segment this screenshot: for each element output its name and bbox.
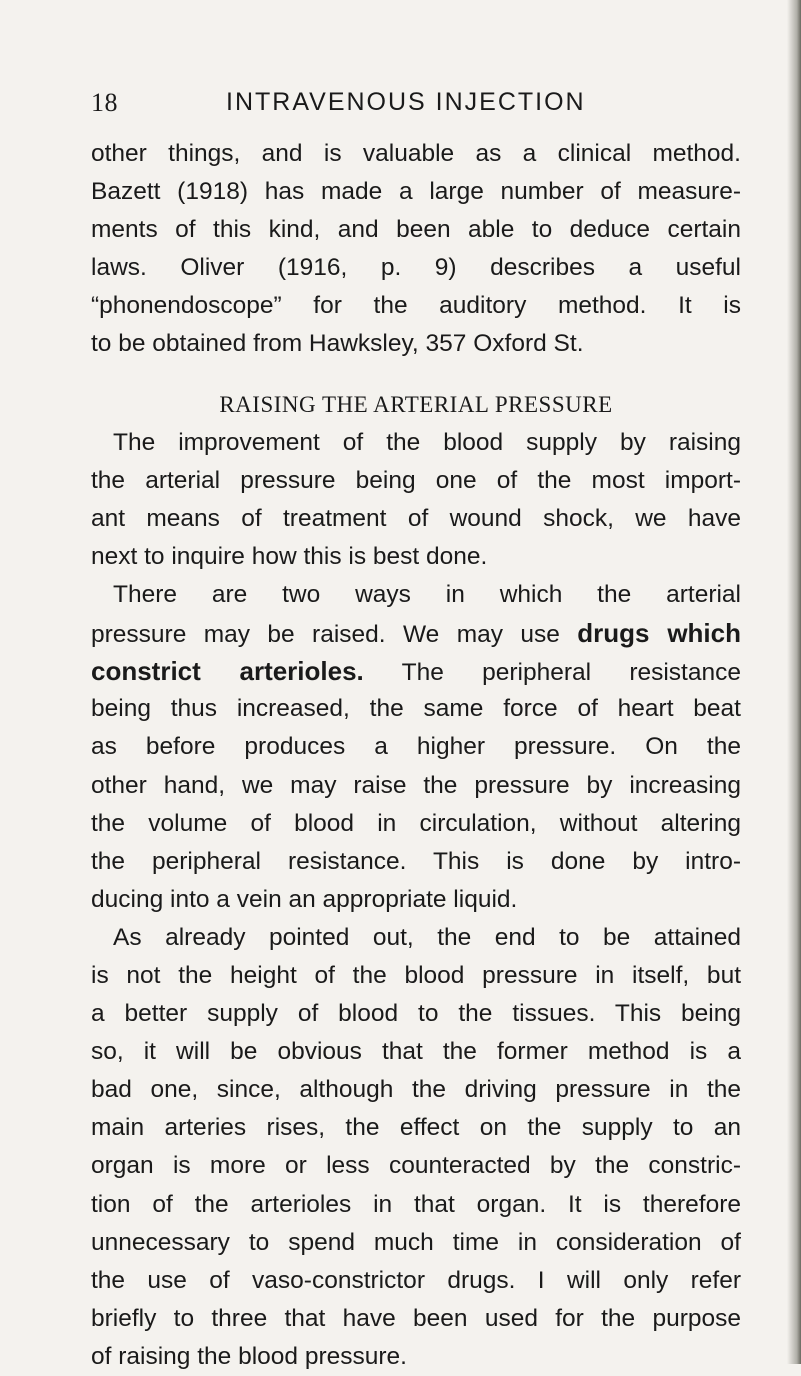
text-line: the peripheral resistance. This is done by intro- — [91, 847, 741, 875]
text-line: other hand, we may raise the pressure by increasing — [91, 771, 741, 799]
page-number: 18 — [91, 88, 118, 117]
text-line: The improvement of the blood supply by raising — [113, 428, 741, 456]
text-line: There are two ways in which the arterial — [113, 581, 741, 609]
text-line: as before produces a higher pressure. On the — [91, 733, 741, 761]
text-line: the volume of blood in circulation, without altering — [91, 809, 741, 837]
text-fragment: The peripheral resistance — [363, 659, 741, 687]
text-line: laws. Oliver (1916, p. 9) describes a useful — [91, 254, 741, 282]
text-line: Bazett (1918) has made a large number of measure- — [91, 178, 741, 206]
text-line: unnecessary to spend much time in consideration of — [91, 1228, 741, 1256]
text-line: of raising the blood pressure. — [91, 1342, 407, 1370]
emphasized-phrase: constrict arterioles. — [91, 656, 364, 687]
text-line: the arterial pressure being one of the most import- — [91, 466, 741, 494]
text-line: main arteries rises, the effect on the supply to an — [91, 1114, 741, 1142]
text-line: other things, and is valuable as a clinical method. — [91, 140, 741, 167]
text-line — [91, 614, 741, 652]
body-text — [91, 135, 741, 1376]
text-line: next to inquire how this is best done. — [91, 542, 488, 570]
text-line: briefly to three that have been used for the purpose — [91, 1304, 741, 1332]
text-line: ducing into a vein an appropriate liquid. — [91, 885, 518, 913]
text-line: the use of vaso-constrictor drugs. I will only refer — [91, 1266, 741, 1294]
running-head — [0, 88, 801, 122]
text-fragment: pressure may be raised. We may use — [91, 621, 578, 649]
emphasized-phrase: drugs which — [577, 618, 741, 649]
section-spacer — [91, 364, 741, 386]
text-line: a better supply of blood to the tissues. This being — [91, 1000, 741, 1028]
text-line: bad one, since, although the driving pressure in the — [91, 1076, 741, 1104]
text-line: tion of the arterioles in that organ. It is therefore — [91, 1190, 741, 1218]
text-line: “phonendoscope” for the auditory method. It is — [91, 292, 741, 320]
running-title: INTRAVENOUS INJECTION — [226, 88, 586, 116]
text-line — [91, 652, 741, 690]
text-line: to be obtained from Hawksley, 357 Oxford St. — [91, 330, 584, 358]
text-line: As already pointed out, the end to be attained — [113, 923, 741, 951]
section-heading: RAISING THE ARTERIAL PRESSURE — [219, 391, 613, 417]
text-line: ments of this kind, and been able to deduce certain — [91, 216, 741, 244]
text-line: being thus increased, the same force of heart beat — [91, 695, 741, 723]
text-line: is not the height of the blood pressure in itself, but — [91, 961, 741, 989]
page-edge-shadow — [787, 0, 801, 1364]
text-line: organ is more or less counteracted by the constric- — [91, 1152, 741, 1180]
text-line: ant means of treatment of wound shock, we have — [91, 504, 741, 532]
text-line: so, it will be obvious that the former method is a — [91, 1038, 741, 1066]
